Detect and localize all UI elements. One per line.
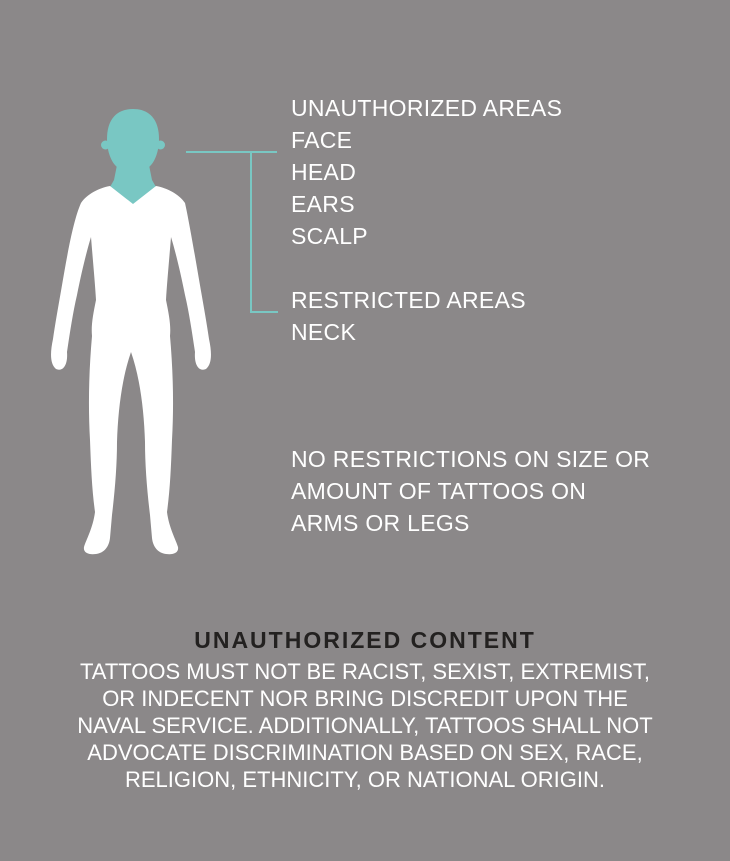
restricted-areas-title: RESTRICTED AREAS [291,287,526,313]
content-line-1: TATTOOS MUST NOT BE RACIST, SEXIST, EXTREMIST, [79,659,651,684]
unauthorized-areas-title: UNAUTHORIZED AREAS [291,95,563,121]
no-restrictions-line-3: ARMS OR LEGS [291,510,470,536]
content-line-4: ADVOCATE DISCRIMINATION BASED ON SEX, RACE, [87,740,643,765]
content-line-5: RELIGION, ETHNICITY, OR NATIONAL ORIGIN. [125,767,605,792]
unauthorized-content-title: UNAUTHORIZED CONTENT [194,627,536,653]
no-restrictions-line-2: AMOUNT OF TATTOOS ON [291,478,587,504]
unauthorized-content-paragraph [0,658,730,793]
head-shape [107,109,159,167]
unauthorized-item-scalp: SCALP [291,223,368,249]
content-line-3: NAVAL SERVICE. ADDITIONALLY, TATTOOS SHALL NOT [77,713,653,738]
no-restrictions-note [291,443,650,539]
right-ear-shape [156,141,165,150]
content-line-2: OR INDECENT NOR BRING DISCREDIT UPON THE [102,686,628,711]
body-shape [51,186,211,554]
no-restrictions-line-1: NO RESTRICTIONS ON SIZE OR [291,446,651,472]
unauthorized-areas-list [291,92,562,252]
unauthorized-item-head: HEAD [291,159,357,185]
unauthorized-item-ears: EARS [291,191,355,217]
left-ear-shape [101,141,110,150]
unauthorized-item-face: FACE [291,127,353,153]
restricted-areas-list [291,284,526,348]
restricted-item-neck: NECK [291,319,357,345]
